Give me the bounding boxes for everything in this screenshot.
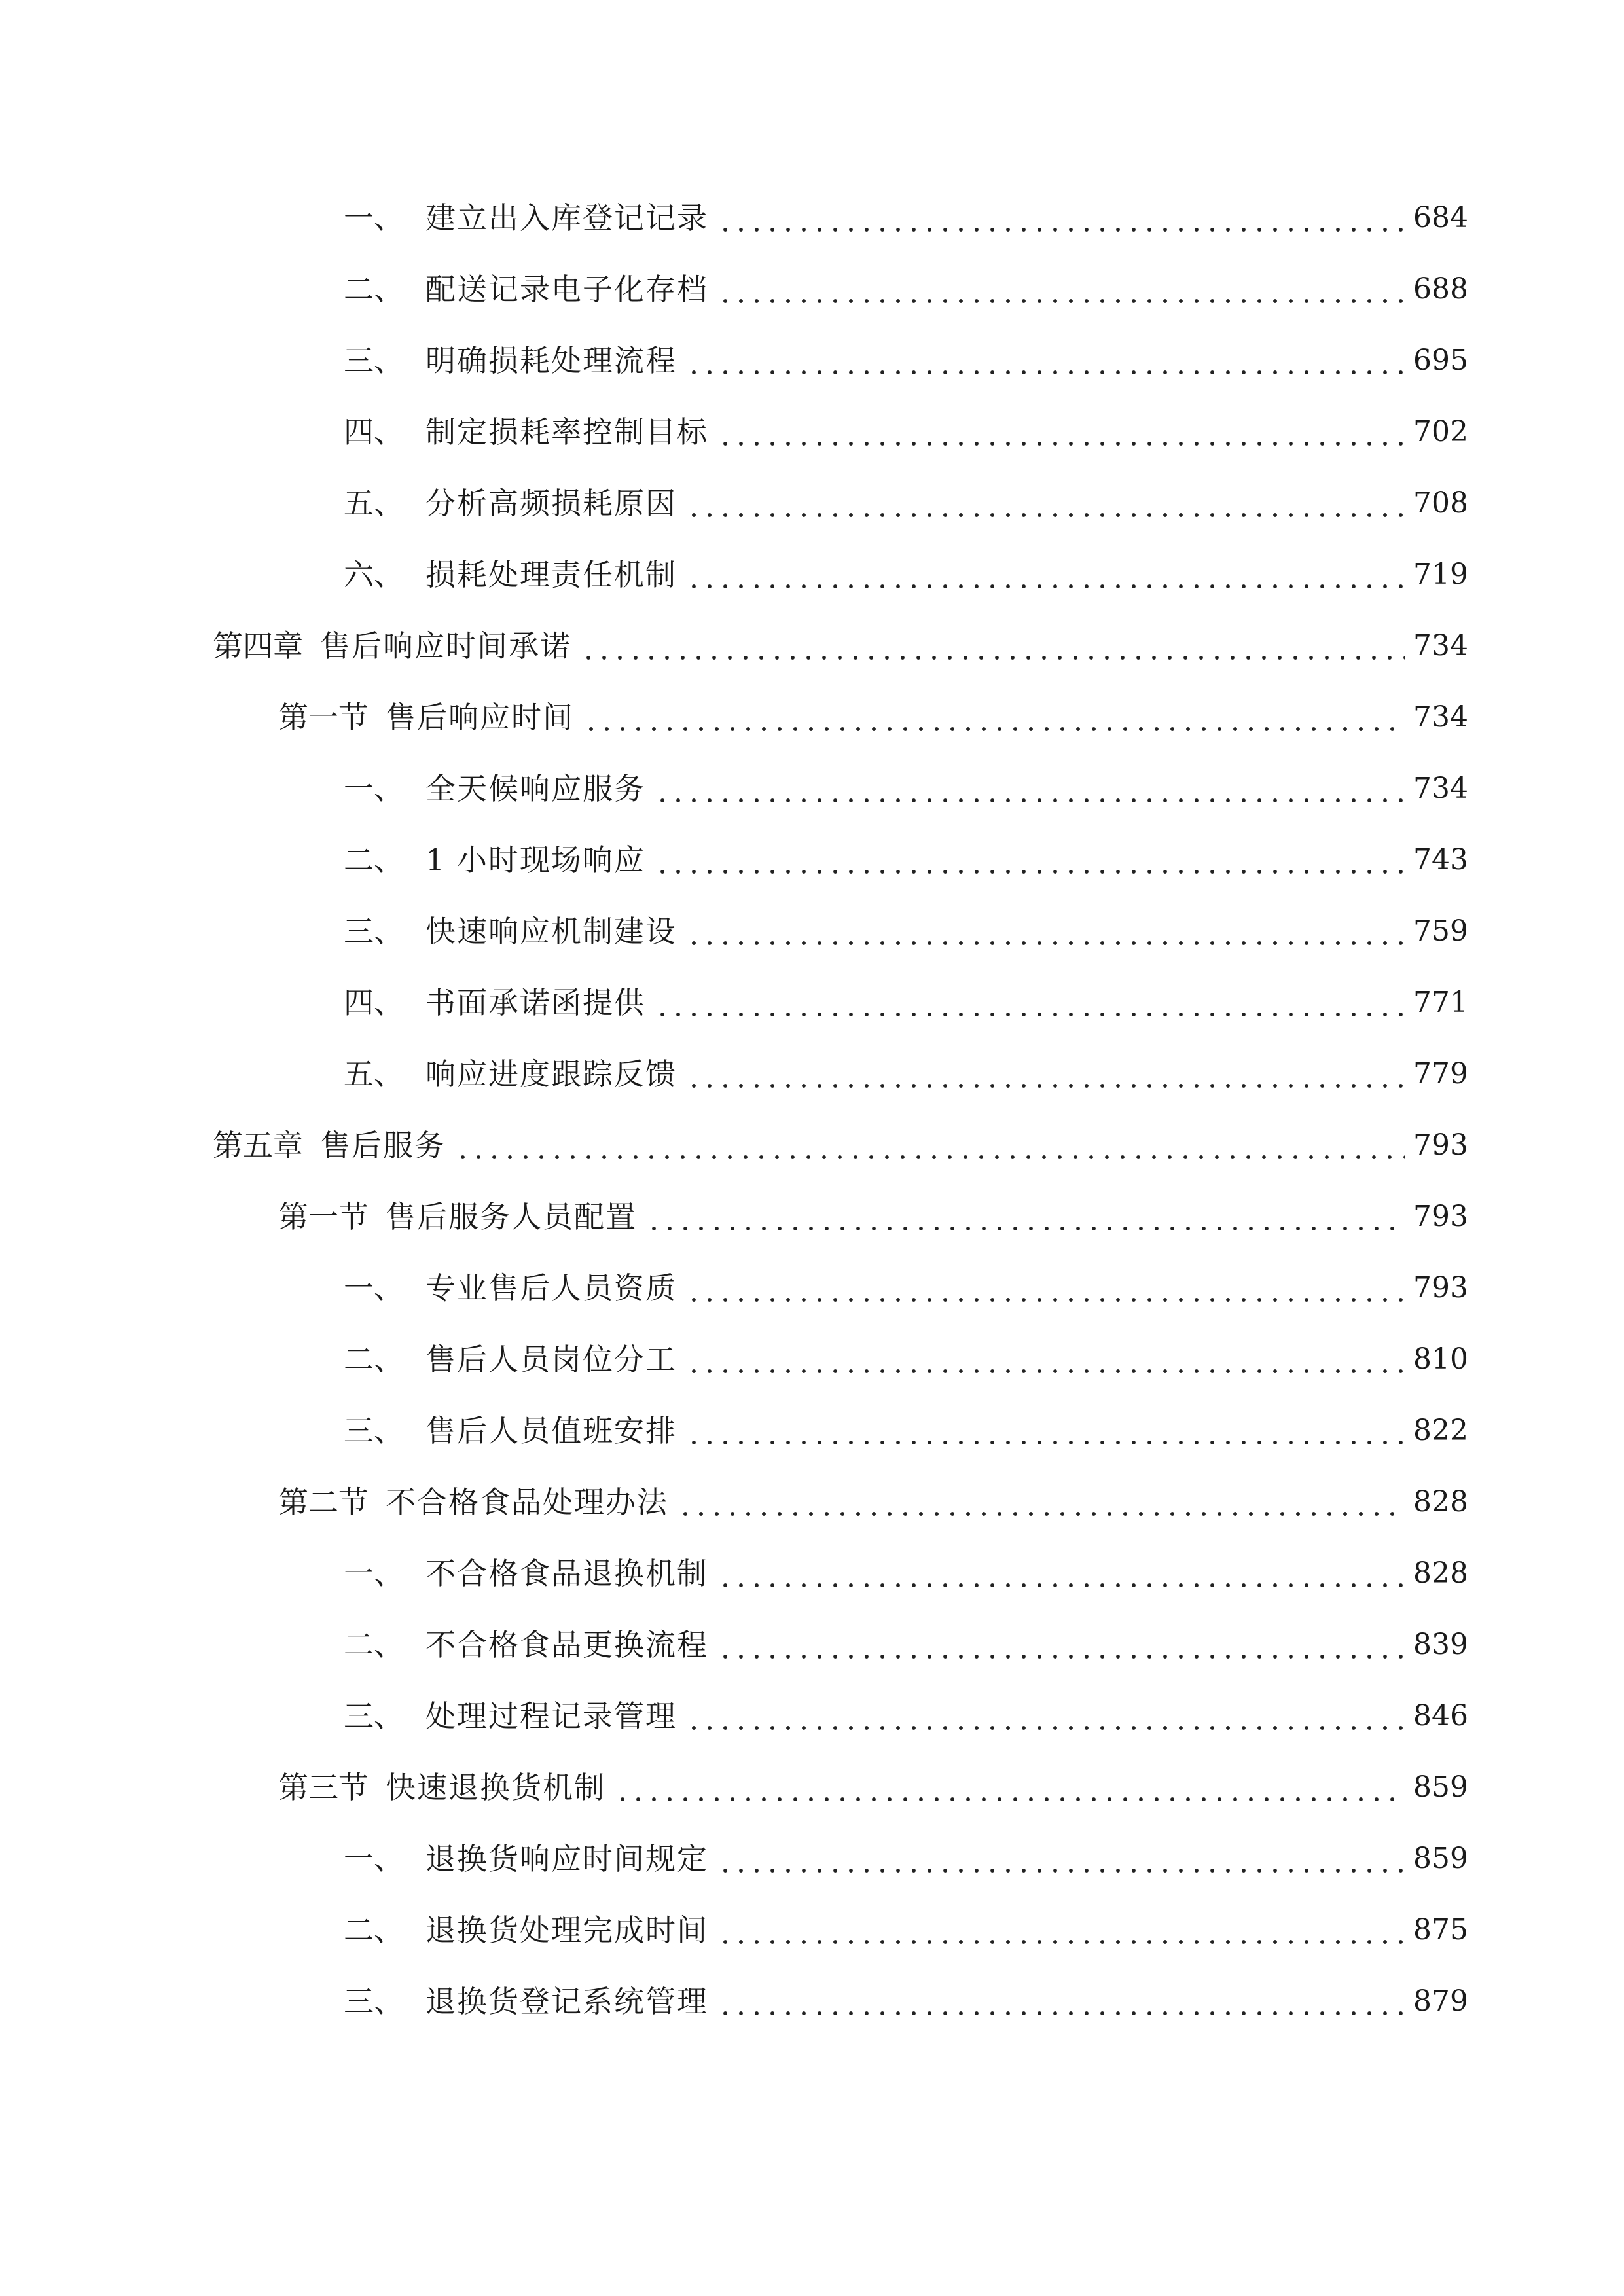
entry-number: 三、 (344, 1413, 404, 1448)
toc-entry[interactable] (0, 1979, 1624, 2024)
dot-leader (655, 766, 1405, 812)
entry-number: 第一节 (278, 700, 369, 735)
dot-leader (646, 1194, 1405, 1240)
entry-title: 快速响应机制建设 (425, 914, 677, 949)
entry-number: 二、 (344, 1342, 404, 1377)
entry-title: 不合格食品处理办法 (386, 1484, 668, 1520)
dot-leader (686, 1408, 1405, 1454)
toc-section-entry[interactable] (0, 1765, 1624, 1810)
entry-page-number: 828 (1413, 1485, 1468, 1518)
entry-page-number: 688 (1413, 272, 1468, 306)
toc-entry[interactable] (0, 1693, 1624, 1739)
entry-number: 一、 (344, 1270, 404, 1306)
entry-title: 退换货处理完成时间 (425, 1912, 708, 1948)
entry-page-number: 859 (1413, 1770, 1468, 1804)
toc-entry[interactable] (0, 980, 1624, 1026)
toc-entry[interactable] (0, 1622, 1624, 1668)
dot-leader (455, 1122, 1405, 1168)
dot-leader (583, 694, 1405, 740)
dot-leader (686, 1693, 1405, 1739)
entry-page-number: 708 (1413, 486, 1468, 520)
toc-entry[interactable] (0, 837, 1624, 883)
entry-page-number: 684 (1413, 201, 1468, 234)
toc-chapter-entry[interactable] (0, 1122, 1624, 1168)
entry-number: 三、 (344, 343, 404, 378)
entry-number: 四、 (344, 985, 404, 1020)
entry-title: 退换货响应时间规定 (425, 1841, 708, 1876)
entry-page-number: 879 (1413, 1984, 1468, 2018)
dot-leader (717, 1836, 1405, 1882)
entry-title: 售后人员值班安排 (425, 1413, 677, 1448)
entry-page-number: 793 (1413, 1128, 1468, 1162)
entry-number: 二、 (344, 1912, 404, 1948)
dot-leader (686, 908, 1405, 954)
toc-entry[interactable] (0, 908, 1624, 954)
dot-leader (686, 1265, 1405, 1311)
dot-leader (717, 1979, 1405, 2024)
toc-entry[interactable] (0, 1551, 1624, 1596)
entry-page-number: 793 (1413, 1271, 1468, 1304)
toc-entry[interactable] (0, 1336, 1624, 1382)
dot-leader (686, 1051, 1405, 1097)
dot-leader (717, 195, 1405, 241)
entry-title: 制定损耗率控制目标 (425, 414, 708, 450)
entry-number: 二、 (344, 272, 404, 307)
entry-page-number: 779 (1413, 1057, 1468, 1090)
dot-leader (655, 837, 1405, 883)
entry-page-number: 743 (1413, 843, 1468, 876)
dot-leader (717, 1622, 1405, 1668)
entry-number: 五、 (344, 486, 404, 521)
entry-title: 1 小时现场响应 (425, 842, 645, 878)
entry-number: 第四章 (213, 628, 303, 664)
toc-chapter-entry[interactable] (0, 623, 1624, 669)
entry-page-number: 793 (1413, 1200, 1468, 1233)
entry-title: 不合格食品更换流程 (425, 1627, 708, 1662)
toc-entry[interactable] (0, 1907, 1624, 1953)
entry-page-number: 859 (1413, 1842, 1468, 1875)
dot-leader (717, 1551, 1405, 1596)
dot-leader (615, 1765, 1405, 1810)
entry-number: 六、 (344, 557, 404, 592)
entry-page-number: 771 (1413, 986, 1468, 1019)
toc-entry[interactable] (0, 338, 1624, 384)
entry-title: 建立出入库登记记录 (425, 200, 708, 236)
dot-leader (717, 1907, 1405, 1953)
entry-number: 四、 (344, 414, 404, 450)
dot-leader (717, 409, 1405, 455)
entry-number: 第三节 (278, 1770, 369, 1805)
dot-leader (581, 623, 1405, 669)
entry-page-number: 702 (1413, 415, 1468, 448)
entry-page-number: 734 (1413, 700, 1468, 734)
toc-section-entry[interactable] (0, 1194, 1624, 1240)
entry-number: 第二节 (278, 1484, 369, 1520)
entry-number: 一、 (344, 200, 404, 236)
entry-page-number: 695 (1413, 344, 1468, 377)
toc-entry[interactable] (0, 480, 1624, 526)
dot-leader (686, 552, 1405, 598)
entry-page-number: 719 (1413, 558, 1468, 591)
dot-leader (686, 1336, 1405, 1382)
entry-title: 损耗处理责任机制 (425, 557, 677, 592)
toc-section-entry[interactable] (0, 694, 1624, 740)
entry-number: 三、 (344, 1698, 404, 1734)
toc-entry[interactable] (0, 1265, 1624, 1311)
entry-title: 售后响应时间 (386, 700, 574, 735)
entry-number: 二、 (344, 1627, 404, 1662)
entry-number: 一、 (344, 1556, 404, 1591)
entry-number: 第一节 (278, 1199, 369, 1234)
dot-leader (655, 980, 1405, 1026)
toc-entry[interactable] (0, 1836, 1624, 1882)
toc-entry[interactable] (0, 766, 1624, 812)
entry-title: 售后服务 (320, 1128, 446, 1163)
entry-title: 书面承诺函提供 (425, 985, 645, 1020)
entry-title: 配送记录电子化存档 (425, 272, 708, 307)
toc-entry[interactable] (0, 266, 1624, 312)
entry-title: 售后人员岗位分工 (425, 1342, 677, 1377)
entry-page-number: 875 (1413, 1913, 1468, 1946)
entry-title: 专业售后人员资质 (425, 1270, 677, 1306)
entry-page-number: 828 (1413, 1556, 1468, 1590)
entry-number: 三、 (344, 914, 404, 949)
entry-title: 售后服务人员配置 (386, 1199, 637, 1234)
entry-page-number: 839 (1413, 1628, 1468, 1661)
toc-entry[interactable] (0, 195, 1624, 241)
entry-number: 三、 (344, 1984, 404, 2019)
toc-section-entry[interactable] (0, 1479, 1624, 1525)
entry-title: 快速退换货机制 (386, 1770, 605, 1805)
dot-leader (686, 338, 1405, 384)
entry-page-number: 822 (1413, 1414, 1468, 1447)
entry-title: 明确损耗处理流程 (425, 343, 677, 378)
entry-page-number: 734 (1413, 772, 1468, 805)
dot-leader (686, 480, 1405, 526)
dot-leader (677, 1479, 1405, 1525)
entry-number: 五、 (344, 1056, 404, 1092)
entry-page-number: 846 (1413, 1699, 1468, 1732)
entry-title: 分析高频损耗原因 (425, 486, 677, 521)
entry-title: 处理过程记录管理 (425, 1698, 677, 1734)
dot-leader (717, 266, 1405, 312)
toc-entry[interactable] (0, 552, 1624, 598)
entry-page-number: 810 (1413, 1342, 1468, 1376)
entry-number: 一、 (344, 771, 404, 806)
entry-page-number: 734 (1413, 629, 1468, 662)
entry-number: 一、 (344, 1841, 404, 1876)
toc-entry[interactable] (0, 1408, 1624, 1454)
entry-number: 第五章 (213, 1128, 303, 1163)
entry-title: 响应进度跟踪反馈 (425, 1056, 677, 1092)
entry-title: 退换货登记系统管理 (425, 1984, 708, 2019)
entry-title: 售后响应时间承诺 (320, 628, 571, 664)
entry-title: 不合格食品退换机制 (425, 1556, 708, 1591)
entry-page-number: 759 (1413, 914, 1468, 948)
toc-entry[interactable] (0, 1051, 1624, 1097)
entry-title: 全天候响应服务 (425, 771, 645, 806)
toc-entry[interactable] (0, 409, 1624, 455)
entry-number: 二、 (344, 842, 404, 878)
